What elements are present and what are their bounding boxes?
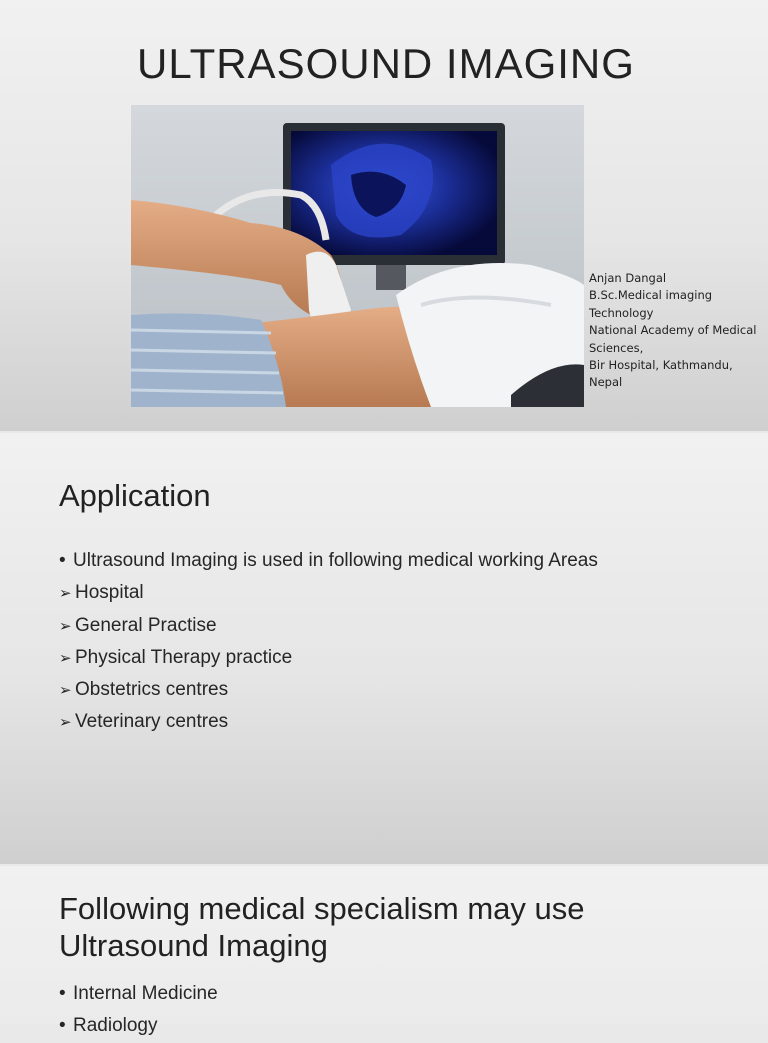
arrow-bullet-icon: ➢	[59, 649, 72, 667]
author-name: Anjan Dangal	[589, 271, 667, 285]
author-degree: B.Sc.Medical imaging Technology	[589, 288, 716, 320]
author-location: Bir Hospital, Kathmandu, Nepal	[589, 358, 737, 390]
list-item-text: Hospital	[75, 582, 144, 604]
arrow-bullet-icon: ➢	[59, 682, 72, 700]
list-item-text: Ultrasound Imaging is used in following medical working Areas	[73, 550, 598, 571]
list-item	[59, 642, 598, 674]
list-item-text: Internal Medicine	[73, 983, 218, 1004]
heading-line-2: Ultrasound Imaging	[59, 928, 328, 963]
slide-heading: Application	[59, 478, 211, 513]
list-item	[59, 577, 598, 609]
bullet-dot: •	[59, 550, 66, 571]
arrow-bullet-icon: ➢	[59, 585, 72, 603]
list-item	[59, 978, 218, 1010]
ultrasound-photo	[131, 105, 584, 407]
slide-heading	[59, 890, 584, 964]
list-item	[59, 1010, 218, 1042]
list-item-text: Radiology	[73, 1015, 158, 1037]
arrow-bullet-icon: ➢	[59, 714, 72, 732]
list-item	[59, 545, 598, 577]
specialism-list	[59, 978, 218, 1043]
author-institution: National Academy of Medical Sciences,	[589, 323, 761, 355]
specialism-slide	[0, 866, 768, 1037]
heading-line-1: Following medical specialism may use	[59, 891, 585, 926]
bullet-dot: •	[59, 983, 66, 1004]
list-item-text: Obstetrics centres	[75, 679, 229, 701]
author-info	[589, 270, 767, 392]
application-slide	[0, 433, 768, 864]
list-item-text: Physical Therapy practice	[75, 646, 293, 668]
application-list	[59, 545, 598, 739]
list-item-text: General Practise	[75, 614, 217, 636]
list-item	[59, 674, 598, 706]
title-slide	[0, 0, 768, 431]
arrow-bullet-icon: ➢	[59, 617, 72, 635]
bullet-dot: •	[59, 1015, 66, 1037]
slide-title: ULTRASOUND IMAGING	[137, 40, 635, 87]
list-item	[59, 706, 598, 738]
list-item-text: Veterinary centres	[75, 711, 229, 733]
list-item	[59, 610, 598, 642]
